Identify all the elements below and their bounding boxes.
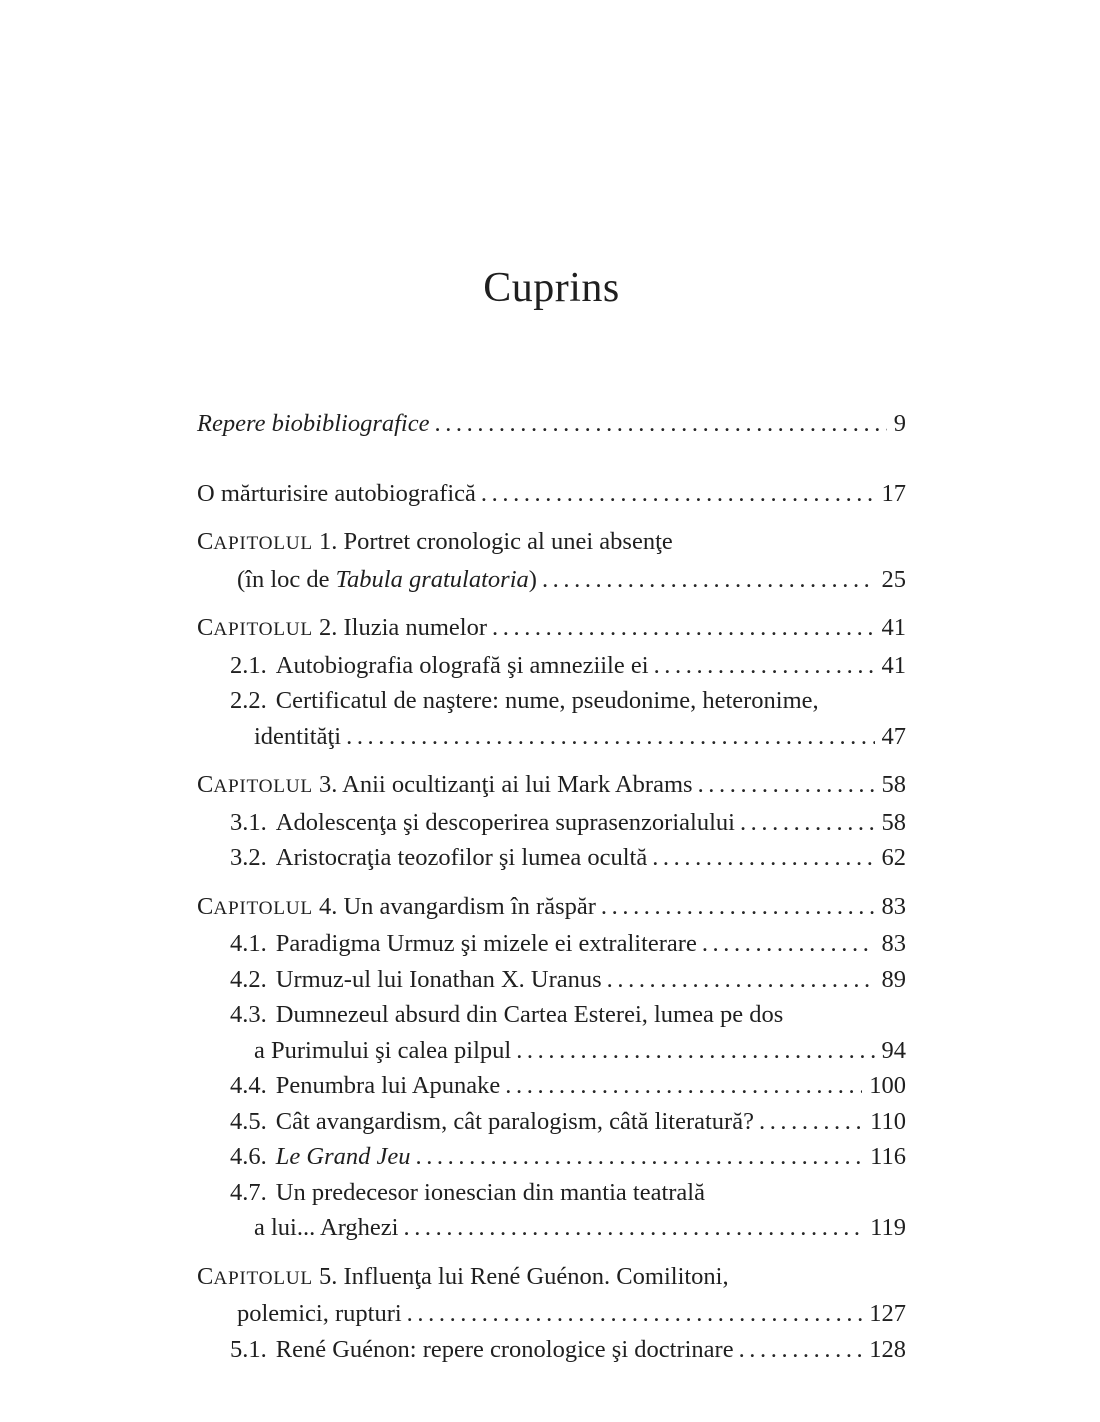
entry-text xyxy=(197,889,596,927)
dot-leader xyxy=(516,1033,874,1069)
entry-text xyxy=(230,805,735,841)
entry-text xyxy=(254,1210,398,1246)
page-number: 58 xyxy=(881,771,906,798)
dot-leader xyxy=(740,805,875,841)
text-segment: 4.6. xyxy=(230,1143,267,1170)
page-number: 119 xyxy=(870,1214,906,1241)
toc-line xyxy=(197,997,906,1033)
entry-text xyxy=(230,1068,500,1104)
text-segment: 3.2. xyxy=(230,844,267,871)
text-segment: identităţi xyxy=(254,722,342,750)
toc xyxy=(197,406,906,1367)
toc-line xyxy=(197,476,906,512)
text-segment: polemici, rupturi xyxy=(237,1300,402,1327)
toc-line xyxy=(197,805,906,841)
text-segment: O mărturisire autobiografică xyxy=(197,479,476,507)
dot-leader xyxy=(415,1139,863,1175)
entry-text xyxy=(254,1033,511,1069)
text-segment: 5. Influenţa lui René Guénon. Comilitoni, xyxy=(312,1262,729,1290)
dot-leader xyxy=(601,889,875,925)
entry-text xyxy=(230,840,647,876)
page-number: 128 xyxy=(869,1335,906,1363)
toc-line xyxy=(197,1332,906,1368)
toc-entry-capitolul-5 xyxy=(197,1259,906,1332)
text-segment: Repere biobibliografice xyxy=(197,410,430,437)
text-segment: Penumbra lui Apunake xyxy=(275,1072,501,1099)
dot-leader xyxy=(492,610,874,646)
dot-leader xyxy=(739,1332,863,1368)
entry-text xyxy=(237,562,537,598)
toc-entry-sectiunea-4-6 xyxy=(197,1139,906,1175)
text-segment: C xyxy=(197,1262,214,1290)
toc-line xyxy=(197,1104,906,1140)
page-number: 58 xyxy=(881,808,906,836)
toc-entry-repere-biobibliografice xyxy=(197,406,906,442)
toc-line xyxy=(197,406,906,442)
text-segment: APITOLUL xyxy=(213,533,313,554)
toc-line xyxy=(197,562,906,598)
toc-line xyxy=(197,840,906,876)
entry-text xyxy=(197,610,487,648)
dot-leader xyxy=(407,1296,863,1332)
toc-entry-sectiunea-2-2 xyxy=(197,683,906,754)
toc-entry-sectiunea-3-2 xyxy=(197,840,906,876)
toc-entry-o-marturisire-autobiografica xyxy=(197,476,906,512)
toc-line xyxy=(197,1033,906,1069)
text-segment: 2.1. xyxy=(230,651,267,679)
entry-text xyxy=(230,1175,705,1211)
text-segment: Le Grand Jeu xyxy=(275,1143,411,1170)
page-number: 83 xyxy=(881,930,906,957)
entry-text xyxy=(230,962,602,998)
toc-entry-sectiunea-4-4 xyxy=(197,1068,906,1104)
text-segment: C xyxy=(197,528,214,555)
entry-text xyxy=(230,1104,754,1140)
text-segment: 3. Anii ocultizanţi ai lui Mark Abrams xyxy=(312,771,693,798)
page-number: 94 xyxy=(881,1036,906,1064)
page-number: 17 xyxy=(881,479,906,507)
toc-line xyxy=(197,1210,906,1246)
text-segment: 2.2. xyxy=(230,687,267,714)
toc-entry-capitolul-2 xyxy=(197,610,906,648)
text-segment: C xyxy=(197,771,214,798)
entry-text xyxy=(230,1139,410,1175)
text-segment: Tabula gratulatoria xyxy=(335,565,529,593)
dot-leader xyxy=(607,962,875,998)
text-segment: Urmuz-ul lui Ionathan X. Uranus xyxy=(275,965,602,993)
toc-line xyxy=(197,648,906,684)
entry-text xyxy=(230,926,697,962)
text-segment: Paradigma Urmuz şi mizele ei extraliterare xyxy=(275,930,697,957)
text-segment: 3.1. xyxy=(230,808,267,836)
toc-line xyxy=(197,1259,906,1297)
page-number: 25 xyxy=(881,565,906,593)
text-segment: Autobiografia olografă şi amneziile ei xyxy=(275,651,649,679)
entry-text xyxy=(197,1259,729,1297)
text-segment: 4.1. xyxy=(230,930,267,957)
text-segment: 4.5. xyxy=(230,1107,267,1135)
page-number: 41 xyxy=(881,651,906,679)
dot-leader xyxy=(654,648,875,684)
text-segment: C xyxy=(197,614,214,641)
dot-leader xyxy=(652,840,874,876)
dot-leader xyxy=(702,926,875,962)
toc-line xyxy=(197,1139,906,1175)
text-segment: 5.1. xyxy=(230,1335,267,1363)
entry-text xyxy=(230,648,649,684)
toc-entry-sectiunea-2-1 xyxy=(197,648,906,684)
toc-entry-sectiunea-4-2 xyxy=(197,962,906,998)
toc-line xyxy=(197,524,906,562)
text-segment: ) xyxy=(528,565,537,593)
text-segment: 4.2. xyxy=(230,965,267,993)
dot-leader xyxy=(698,767,875,803)
toc-line xyxy=(197,610,906,648)
entry-text xyxy=(230,683,819,719)
dot-leader xyxy=(505,1068,862,1104)
text-segment: (în loc de xyxy=(237,565,336,593)
entry-text xyxy=(230,997,783,1033)
text-segment: René Guénon: repere cronologice şi doctrinare xyxy=(275,1335,734,1363)
dot-leader xyxy=(481,476,875,512)
text-segment: Certificatul de naştere: nume, pseudonime, heteronime, xyxy=(275,687,819,714)
page-number: 89 xyxy=(881,965,906,993)
text-segment: Un predecesor ionescian din mantia teatrală xyxy=(275,1178,705,1206)
text-segment: 1. Portret cronologic al unei absenţe xyxy=(312,528,673,555)
toc-line xyxy=(197,767,906,805)
page-title: Cuprins xyxy=(483,265,620,311)
text-segment: 4.3. xyxy=(230,1001,267,1028)
entry-text xyxy=(197,767,693,805)
text-segment: APITOLUL xyxy=(213,1267,313,1289)
toc-line xyxy=(197,1175,906,1211)
dot-leader xyxy=(434,406,886,442)
dot-leader xyxy=(759,1104,863,1140)
text-segment: a lui... Arghezi xyxy=(254,1214,399,1241)
toc-line xyxy=(197,1296,906,1332)
text-segment: a Purimului şi calea pilpul xyxy=(254,1036,512,1064)
text-segment: APITOLUL xyxy=(213,776,313,797)
toc-entry-sectiunea-4-3 xyxy=(197,997,906,1068)
page-number: 127 xyxy=(869,1300,906,1327)
text-segment: Aristocraţia teozofilor şi lumea ocultă xyxy=(275,844,648,871)
page-number: 41 xyxy=(881,614,906,641)
text-segment: Adolescenţa şi descoperirea suprasenzorialului xyxy=(275,808,735,836)
entry-text xyxy=(197,476,476,512)
page-number: 83 xyxy=(881,892,906,920)
toc-entry-capitolul-4 xyxy=(197,889,906,927)
text-segment: 2. Iluzia numelor xyxy=(312,614,488,641)
page-number: 100 xyxy=(869,1072,906,1099)
toc-line xyxy=(197,889,906,927)
text-segment: 4.7. xyxy=(230,1178,267,1206)
toc-entry-sectiunea-4-5 xyxy=(197,1104,906,1140)
text-segment: C xyxy=(197,892,214,920)
toc-entry-capitolul-1 xyxy=(197,524,906,597)
text-segment: APITOLUL xyxy=(213,619,313,640)
text-segment: APITOLUL xyxy=(213,897,313,919)
text-segment: 4.4. xyxy=(230,1072,267,1099)
toc-entry-sectiunea-3-1 xyxy=(197,805,906,841)
page-number: 62 xyxy=(881,844,906,871)
text-segment: Cât avangardism, cât paralogism, câtă literatură? xyxy=(275,1107,754,1135)
entry-text xyxy=(197,524,673,562)
toc-entry-capitolul-3 xyxy=(197,767,906,805)
text-segment: 4. Un avangardism în răspăr xyxy=(312,892,596,920)
page-number: 47 xyxy=(881,722,906,750)
text-segment: Dumnezeul absurd din Cartea Esterei, lumea pe dos xyxy=(275,1001,784,1028)
page-number: 9 xyxy=(893,410,906,437)
page-number: 116 xyxy=(870,1143,906,1170)
entry-text xyxy=(230,1332,734,1368)
toc-entry-sectiunea-4-7 xyxy=(197,1175,906,1246)
dot-leader xyxy=(346,719,874,755)
toc-line xyxy=(197,926,906,962)
entry-text xyxy=(237,1296,402,1332)
toc-line xyxy=(197,719,906,755)
dot-leader xyxy=(542,562,875,598)
toc-entry-sectiunea-4-1 xyxy=(197,926,906,962)
page-number: 110 xyxy=(870,1107,906,1135)
toc-entry-sectiunea-5-1 xyxy=(197,1332,906,1368)
toc-line xyxy=(197,1068,906,1104)
toc-line xyxy=(197,962,906,998)
dot-leader xyxy=(403,1210,863,1246)
entry-text xyxy=(197,406,429,442)
entry-text xyxy=(254,719,341,755)
toc-line xyxy=(197,683,906,719)
